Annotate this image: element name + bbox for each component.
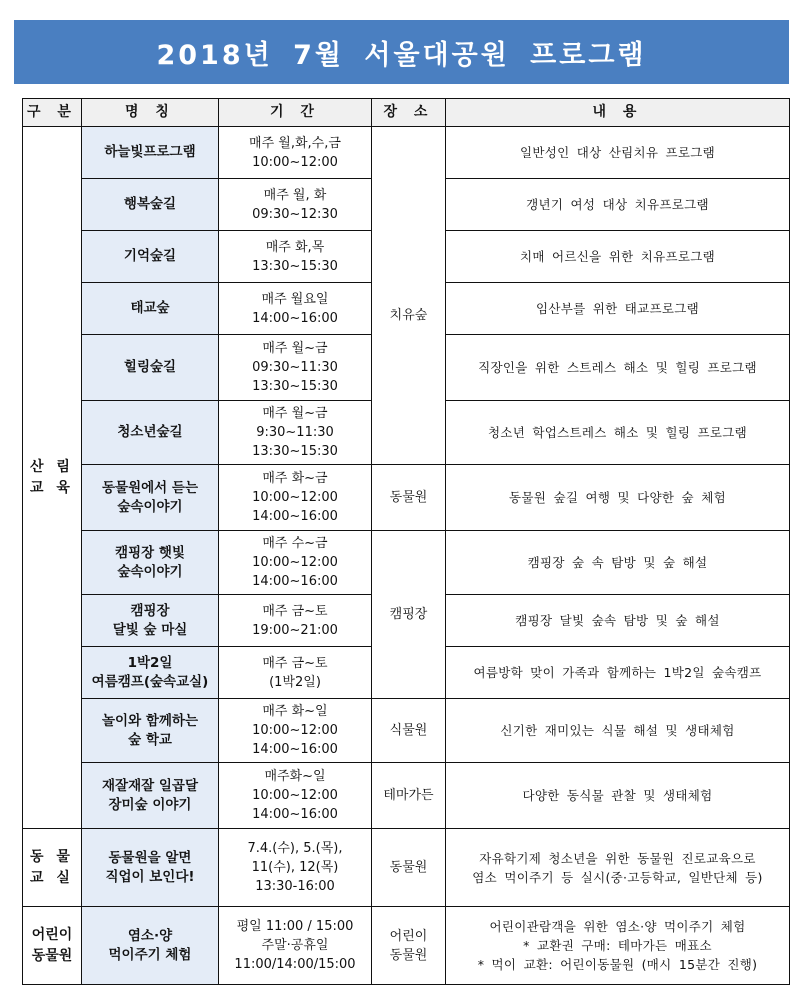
program-period (219, 829, 372, 907)
period-line: 평일 11:00 / 15:00 (236, 919, 354, 934)
program-period (219, 763, 372, 829)
category-line: 동 물 (30, 848, 74, 865)
program-name-line: 캠핑장 (130, 602, 170, 619)
period-line: 14:00~16:00 (252, 742, 338, 757)
program-desc (446, 531, 790, 595)
program-name (82, 335, 219, 401)
program-name-line: 숲 학교 (128, 731, 172, 748)
period-line: 매주화~일 (264, 769, 326, 784)
desc-line: * 먹이 교환: 어린이동물원 (매시 15분간 진행) (477, 957, 758, 972)
table-row (23, 531, 790, 595)
place-label: 치유숲 (389, 308, 428, 323)
place-theme-garden (372, 763, 446, 829)
desc-line: 염소 먹이주기 등 실시(중·고등학교, 일반단체 등) (472, 869, 763, 885)
desc-line: 직장인을 위한 스트레스 해소 및 힐링 프로그램 (478, 360, 757, 375)
program-name-line: 기억숲길 (123, 248, 177, 264)
period-line: 13:30~15:30 (252, 379, 338, 394)
table-header-row (23, 99, 790, 127)
period-line: 매주 화~일 (262, 704, 328, 719)
program-name-line: 직업이 보인다! (105, 868, 195, 885)
program-desc (446, 335, 790, 401)
period-line: 13:30~15:30 (252, 444, 338, 459)
program-desc (446, 127, 790, 179)
header-name: 명 칭 (82, 99, 219, 127)
category-forest-education (23, 127, 82, 829)
period-line: 14:00~16:00 (252, 574, 338, 589)
program-name-line: 숲속이야기 (117, 498, 183, 515)
program-name-line: 청소년숲길 (117, 424, 183, 440)
program-name-line: 동물원을 알면 (108, 849, 192, 866)
desc-line: 갱년기 여성 대상 치유프로그램 (526, 197, 709, 212)
period-line: 14:00~16:00 (252, 509, 338, 524)
period-line: 7.4.(수), 5.(목), (247, 841, 343, 856)
program-desc (446, 231, 790, 283)
place-label: 테마가든 (383, 788, 434, 803)
program-table (22, 98, 790, 985)
period-line: 13:30~15:30 (252, 258, 338, 274)
program-name (82, 401, 219, 465)
header-period: 기 간 (219, 99, 372, 127)
desc-line: 치매 어르신을 위한 치유프로그램 (519, 249, 716, 264)
program-name (82, 127, 219, 179)
period-line: 매주 금~토 (262, 603, 328, 619)
program-period (219, 179, 372, 231)
place-kids-zoo (372, 907, 446, 985)
table-row (23, 763, 790, 829)
desc-line: 여름방학 맞이 가족과 함께하는 1박2일 숲속캠프 (473, 665, 762, 680)
program-name-line: 캠핑장 햇빛 (115, 544, 185, 561)
program-period (219, 231, 372, 283)
program-desc (446, 465, 790, 531)
period-line: 매주 월, 화 (263, 187, 327, 203)
place-label: 동물원 (389, 947, 428, 963)
period-line: 9:30~11:30 (256, 425, 334, 440)
category-kids-zoo (23, 907, 82, 985)
page-title: 2018년 7월 서울대공원 프로그램 (156, 39, 647, 71)
program-period (219, 647, 372, 699)
program-name-line: 여름캠프(숲속교실) (91, 673, 209, 690)
place-botanic-garden (372, 699, 446, 763)
program-period (219, 283, 372, 335)
period-line: 매주 월~금 (262, 406, 328, 421)
table-row (23, 127, 790, 179)
desc-line: 다양한 동식물 관찰 및 생태체험 (522, 788, 713, 803)
place-label: 동물원 (389, 490, 428, 505)
program-name (82, 465, 219, 531)
period-line: 매주 월요일 (261, 291, 329, 307)
program-name-line: 1박2일 (127, 654, 173, 671)
program-period (219, 401, 372, 465)
period-line: (1박2일) (269, 674, 321, 690)
program-name (82, 595, 219, 647)
table-row (23, 465, 790, 531)
period-line: 10:00~12:00 (252, 154, 338, 170)
program-name-line: 태교숲 (130, 300, 170, 316)
desc-line: 동물원 숲길 여행 및 다양한 숲 체험 (509, 490, 726, 505)
desc-line: * 교환권 구매: 테마가든 매표소 (523, 938, 712, 953)
place-label: 캠핑장 (389, 607, 428, 622)
period-line: 매주 화,목 (265, 239, 325, 255)
program-desc (446, 647, 790, 699)
desc-line: 어린이관람객을 위한 염소·양 먹이주기 체험 (489, 919, 746, 934)
table-row (23, 907, 790, 985)
program-name (82, 699, 219, 763)
place-zoo (372, 465, 446, 531)
period-line: 주말·공휴일 (261, 938, 329, 953)
place-label: 동물원 (389, 860, 428, 875)
desc-line: 일반성인 대상 산림치유 프로그램 (519, 145, 716, 160)
header-category: 구 분 (23, 99, 82, 127)
place-label: 식물원 (389, 723, 428, 738)
category-line: 교 육 (30, 479, 74, 496)
period-line: 10:00~12:00 (252, 490, 338, 505)
program-name (82, 763, 219, 829)
period-line: 13:30-16:00 (255, 879, 335, 894)
program-period (219, 699, 372, 763)
period-line: 매주 금~토 (262, 655, 328, 671)
program-desc (446, 699, 790, 763)
program-name-line: 재잘재잘 일곱달 (102, 777, 198, 794)
category-animal-class (23, 829, 82, 907)
program-name (82, 179, 219, 231)
program-period (219, 531, 372, 595)
category-line: 동물원 (31, 947, 73, 964)
program-desc (446, 763, 790, 829)
desc-line: 자유학기제 청소년을 위한 동물원 진로교육으로 (479, 850, 756, 866)
period-line: 매주 화~금 (262, 471, 328, 486)
program-name-line: 숲속이야기 (117, 563, 183, 580)
program-name (82, 647, 219, 699)
program-name-line: 동물원에서 듣는 (102, 479, 198, 496)
category-line: 어린이 (31, 926, 73, 943)
desc-line: 청소년 학업스트레스 해소 및 힐링 프로그램 (487, 425, 748, 440)
period-line: 매주 수~금 (262, 536, 328, 551)
period-line: 10:00~12:00 (252, 723, 338, 738)
period-line: 매주 월~금 (262, 341, 328, 356)
program-name (82, 231, 219, 283)
program-name-line: 달빛 숲 마실 (112, 621, 188, 638)
program-name-line: 놀이와 함께하는 (102, 712, 198, 729)
program-name-line: 염소·양 (127, 927, 173, 944)
period-line: 14:00~16:00 (252, 310, 338, 326)
program-name (82, 283, 219, 335)
place-healing-forest (372, 127, 446, 465)
period-line: 10:00~12:00 (252, 788, 338, 803)
program-desc (446, 907, 790, 985)
desc-line: 신기한 재미있는 식물 해설 및 생태체험 (500, 723, 735, 738)
program-desc (446, 283, 790, 335)
period-line: 14:00~16:00 (252, 807, 338, 822)
program-name (82, 531, 219, 595)
header-place: 장 소 (372, 99, 446, 127)
page-title-banner (14, 20, 789, 84)
program-desc (446, 829, 790, 907)
place-campground (372, 531, 446, 699)
header-content: 내 용 (446, 99, 790, 127)
program-period (219, 127, 372, 179)
period-line: 19:00~21:00 (252, 622, 338, 638)
desc-line: 캠핑장 숲 속 탐방 및 숲 해설 (527, 555, 708, 570)
period-line: 11:00/14:00/15:00 (234, 957, 356, 972)
program-name (82, 829, 219, 907)
program-name (82, 907, 219, 985)
period-line: 09:30~11:30 (252, 360, 338, 375)
program-name-line: 힐링숲길 (123, 359, 177, 375)
desc-line: 캠핑장 달빛 숲속 탐방 및 숲 해설 (515, 613, 720, 628)
program-period (219, 335, 372, 401)
program-name-line: 하늘빛프로그램 (104, 144, 196, 160)
desc-line: 임산부를 위한 태교프로그램 (535, 301, 700, 316)
program-period (219, 465, 372, 531)
program-period (219, 595, 372, 647)
table-row (23, 699, 790, 763)
period-line: 매주 월,화,수,금 (249, 135, 341, 151)
program-name-line: 먹이주기 체험 (108, 946, 192, 963)
period-line: 10:00~12:00 (252, 555, 338, 570)
table-row (23, 829, 790, 907)
category-line: 교 실 (30, 869, 74, 886)
period-line: 11(수), 12(목) (251, 860, 339, 875)
period-line: 09:30~12:30 (252, 206, 338, 222)
place-zoo (372, 829, 446, 907)
place-label: 어린이 (389, 928, 428, 944)
program-desc (446, 179, 790, 231)
program-name-line: 행복숲길 (123, 196, 177, 212)
program-name-line: 장미숲 이야기 (108, 796, 192, 813)
category-line: 산 림 (30, 458, 74, 475)
program-desc (446, 401, 790, 465)
program-desc (446, 595, 790, 647)
program-period (219, 907, 372, 985)
